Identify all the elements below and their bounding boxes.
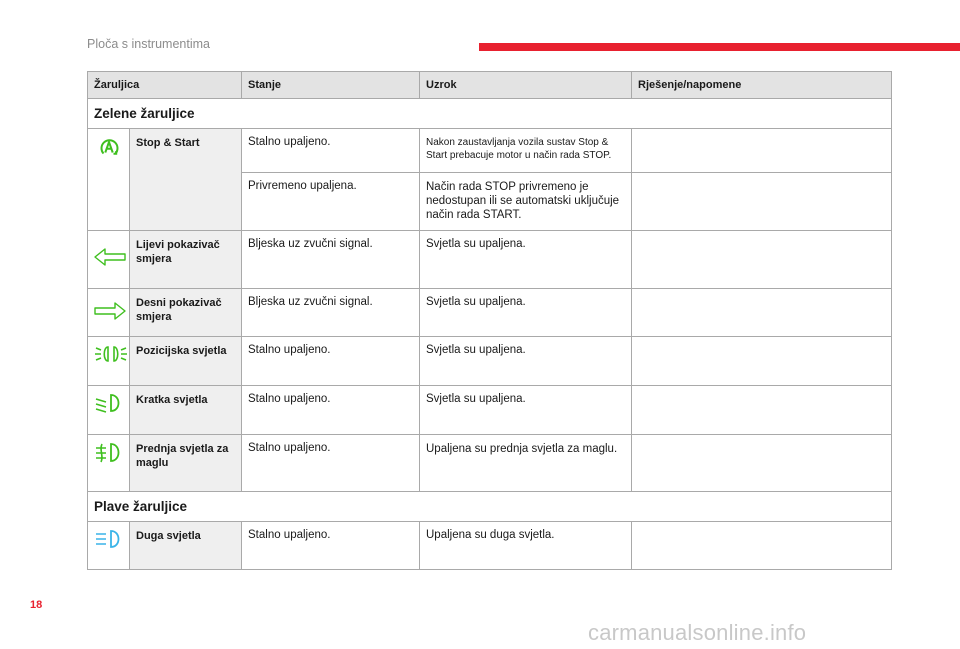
main-beam-icon bbox=[94, 529, 123, 549]
warning-lamps-table bbox=[87, 71, 892, 570]
lamp-solution bbox=[632, 231, 892, 289]
lamp-state: Bljeska uz zvučni signal. bbox=[242, 289, 420, 337]
lamp-state: Privremeno upaljena. bbox=[242, 173, 420, 231]
lamp-name: Duga svjetla bbox=[130, 522, 242, 570]
lamp-state: Stalno upaljeno. bbox=[242, 337, 420, 386]
lamp-solution bbox=[632, 435, 892, 492]
table-header-row bbox=[88, 72, 892, 99]
right-arrow-icon bbox=[94, 301, 123, 321]
dipped-beam-icon bbox=[94, 393, 123, 413]
page-number: 18 bbox=[30, 599, 43, 611]
watermark: carmanualsonline.info bbox=[588, 620, 807, 645]
table-row bbox=[88, 231, 892, 289]
header-accent-bar bbox=[479, 43, 960, 51]
table-row bbox=[88, 522, 892, 570]
lamp-name: Pozicijska svjetla bbox=[130, 337, 242, 386]
lamp-cause: Svjetla su upaljena. bbox=[420, 386, 632, 435]
lamp-state: Stalno upaljeno. bbox=[242, 522, 420, 570]
lamp-cause: Način rada STOP privremeno je nedostupan ili se automatski uključuje način rada START. bbox=[420, 173, 632, 231]
lamp-solution bbox=[632, 173, 892, 231]
lamp-cause: Svjetla su upaljena. bbox=[420, 289, 632, 337]
lamp-name: Prednja svjetla za maglu bbox=[130, 435, 242, 492]
lamp-solution bbox=[632, 522, 892, 570]
lamp-name: Desni pokazivač smjera bbox=[130, 289, 242, 337]
page-header-title: Ploča s instrumentima bbox=[87, 37, 210, 51]
section-row-green bbox=[88, 99, 892, 129]
lamp-cause: Upaljena su duga svjetla. bbox=[420, 522, 632, 570]
lamp-state: Stalno upaljeno. bbox=[242, 129, 420, 173]
auto-start-stop-icon bbox=[94, 136, 123, 158]
table-row bbox=[88, 337, 892, 386]
lamp-solution bbox=[632, 289, 892, 337]
front-fog-icon bbox=[94, 442, 123, 464]
lamp-name: Kratka svjetla bbox=[130, 386, 242, 435]
left-arrow-icon bbox=[94, 247, 123, 267]
table-row bbox=[88, 129, 892, 173]
table-row bbox=[88, 289, 892, 337]
column-header-solution: Rješenje/napomene bbox=[632, 72, 892, 99]
lamp-cause: Svjetla su upaljena. bbox=[420, 337, 632, 386]
column-header-cause: Uzrok bbox=[420, 72, 632, 99]
section-title: Plave žaruljice bbox=[88, 492, 892, 522]
lamp-state: Bljeska uz zvučni signal. bbox=[242, 231, 420, 289]
section-title: Zelene žaruljice bbox=[88, 99, 892, 129]
lamp-state: Stalno upaljeno. bbox=[242, 386, 420, 435]
lamp-cause: Nakon zaustavljanja vozila sustav Stop & Start prebacuje motor u način rada STOP. bbox=[420, 129, 632, 173]
section-row-blue bbox=[88, 492, 892, 522]
lamp-cause: Upaljena su prednja svjetla za maglu. bbox=[420, 435, 632, 492]
lamp-solution bbox=[632, 386, 892, 435]
lamp-cause: Svjetla su upaljena. bbox=[420, 231, 632, 289]
table-row bbox=[88, 386, 892, 435]
lamp-name: Lijevi pokazivač smjera bbox=[130, 231, 242, 289]
position-lights-icon bbox=[94, 344, 123, 364]
lamp-solution bbox=[632, 337, 892, 386]
column-header-lamp: Žaruljica bbox=[88, 72, 242, 99]
lamp-state: Stalno upaljeno. bbox=[242, 435, 420, 492]
lamp-solution bbox=[632, 129, 892, 173]
lamp-name: Stop & Start bbox=[130, 129, 242, 231]
table-row bbox=[88, 435, 892, 492]
column-header-state: Stanje bbox=[242, 72, 420, 99]
